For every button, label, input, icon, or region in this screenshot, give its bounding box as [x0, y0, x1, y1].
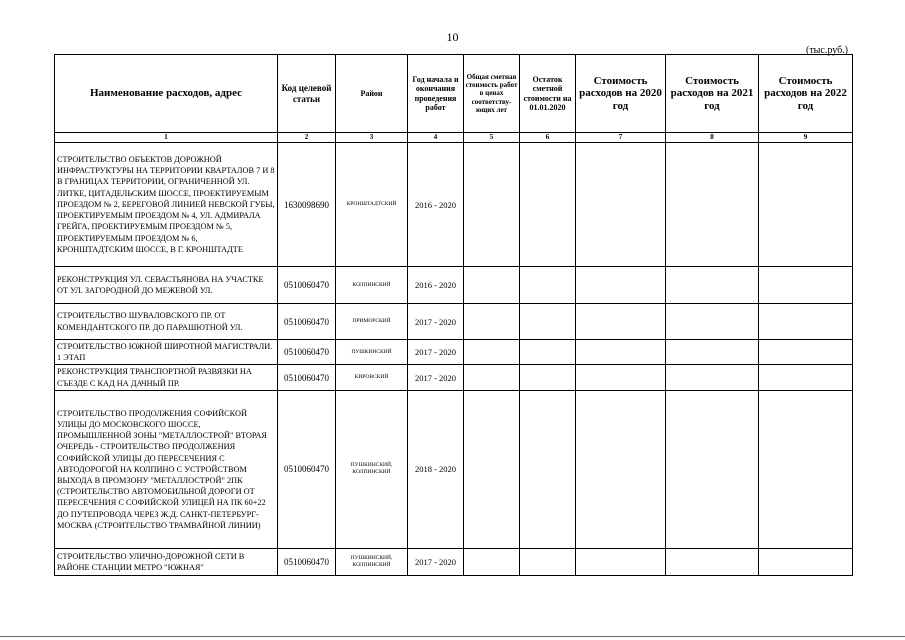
row-cost-2021 [666, 390, 759, 548]
row-code: 1630098690 [278, 143, 336, 267]
column-number: 8 [666, 133, 759, 143]
row-district: ПУШКИНСКИЙ, КОЛПИНСКИЙ [336, 548, 408, 575]
row-remaining-cost [520, 340, 576, 365]
row-district: ПРИМОРСКИЙ [336, 304, 408, 340]
row-cost-2021 [666, 267, 759, 304]
row-cost-2021 [666, 340, 759, 365]
row-district: ПУШКИНСКИЙ [336, 340, 408, 365]
row-district: КРОНШТАДТСКИЙ [336, 143, 408, 267]
row-name: СТРОИТЕЛЬСТВО ПРОДОЛЖЕНИЯ СОФИЙСКОЙ УЛИЦЫ ДО МОСКОВСКОГО ШОССЕ, ПРОМЫШЛЕННОЙ ЗОНЫ "МЕТАЛЛОСТРОЙ" ВТОРАЯ ОЧЕРЕДЬ - СТРОИТЕЛЬСТВО ПРОДОЛЖЕНИЯ СОФИЙСКОЙ УЛИЦЫ ДО ПЕРЕСЕЧЕНИЯ С АВТОДОРОГОЙ НА КОЛПИНО С УСТРОЙСТВОМ ВЫХОДА В ПРОМЗОНУ "МЕТАЛЛОСТРОЙ" 2ПК (СТРОИТЕЛЬСТВО АВТОМОБИЛЬНОЙ ДОРОГИ ОТ ПЕРЕСЕЧЕНИЯ С СОФИЙСКОЙ УЛИЦЕЙ НА ПК 60+22 ДО ПУТЕПРОВОДА ЧЕРЕЗ Ж.Д. САНКТ-ПЕТЕРБУРГ-МОСКВА (СТРОИТЕЛЬСТВО ТРАМВАЙНОЙ ЛИНИИ) [55, 390, 278, 548]
row-name: СТРОИТЕЛЬСТВО ЮЖНОЙ ШИРОТНОЙ МАГИСТРАЛИ. 1 ЭТАП [55, 340, 278, 365]
row-cost-2020 [576, 365, 666, 390]
header-total-cost: Общая сметная стоимость работ в ценах соответству-ющих лет [464, 55, 520, 133]
header-2021: Стоимость расходов на 2021 год [666, 55, 759, 133]
column-number: 5 [464, 133, 520, 143]
table-row [55, 548, 853, 575]
row-name: СТРОИТЕЛЬСТВО ШУВАЛОВСКОГО ПР. ОТ КОМЕНДАНТСКОГО ПР. ДО ПАРАШЮТНОЙ УЛ. [55, 304, 278, 340]
column-number-row [55, 133, 853, 143]
column-number: 7 [576, 133, 666, 143]
table-row [55, 340, 853, 365]
row-cost-2022 [759, 548, 853, 575]
row-name: РЕКОНСТРУКЦИЯ ТРАНСПОРТНОЙ РАЗВЯЗКИ НА СЪЕЗДЕ С КАД НА ДАЧНЫЙ ПР. [55, 365, 278, 390]
row-total-cost [464, 340, 520, 365]
row-remaining-cost [520, 390, 576, 548]
expenses-table [54, 54, 853, 576]
row-total-cost [464, 365, 520, 390]
row-cost-2020 [576, 390, 666, 548]
header-district: Район [336, 55, 408, 133]
row-years: 2016 - 2020 [408, 143, 464, 267]
row-remaining-cost [520, 548, 576, 575]
row-district: ПУШКИНСКИЙ, КОЛПИНСКИЙ [336, 390, 408, 548]
row-code: 0510060470 [278, 267, 336, 304]
row-code: 0510060470 [278, 548, 336, 575]
row-cost-2021 [666, 143, 759, 267]
table-row [55, 365, 853, 390]
header-years: Год начала и окончания проведения работ [408, 55, 464, 133]
table-row [55, 304, 853, 340]
header-2022: Стоимость расходов на 2022 год [759, 55, 853, 133]
unit-label: (тыс.руб.) [805, 45, 848, 56]
header-row [55, 55, 853, 133]
row-cost-2022 [759, 304, 853, 340]
column-number: 1 [55, 133, 278, 143]
row-total-cost [464, 143, 520, 267]
row-years: 2016 - 2020 [408, 267, 464, 304]
row-cost-2020 [576, 548, 666, 575]
row-remaining-cost [520, 143, 576, 267]
row-code: 0510060470 [278, 365, 336, 390]
row-code: 0510060470 [278, 340, 336, 365]
row-total-cost [464, 267, 520, 304]
row-total-cost [464, 390, 520, 548]
header-remaining-cost: Остаток сметной стоимости на 01.01.2020 [520, 55, 576, 133]
row-cost-2020 [576, 340, 666, 365]
row-code: 0510060470 [278, 390, 336, 548]
row-cost-2020 [576, 143, 666, 267]
column-number: 6 [520, 133, 576, 143]
row-remaining-cost [520, 267, 576, 304]
page-number: 10 [446, 30, 459, 44]
row-name: РЕКОНСТРУКЦИЯ УЛ. СЕВАСТЬЯНОВА НА УЧАСТКЕ ОТ УЛ. ЗАГОРОДНОЙ ДО МЕЖЕВОЙ УЛ. [55, 267, 278, 304]
column-number: 2 [278, 133, 336, 143]
row-years: 2017 - 2020 [408, 304, 464, 340]
row-cost-2021 [666, 365, 759, 390]
row-cost-2022 [759, 143, 853, 267]
header-2020: Стоимость расходов на 2020 год [576, 55, 666, 133]
row-years: 2017 - 2020 [408, 365, 464, 390]
row-cost-2021 [666, 548, 759, 575]
row-years: 2017 - 2020 [408, 340, 464, 365]
row-total-cost [464, 548, 520, 575]
column-number: 3 [336, 133, 408, 143]
row-cost-2021 [666, 304, 759, 340]
row-district: КИРОВСКИЙ [336, 365, 408, 390]
row-code: 0510060470 [278, 304, 336, 340]
table-row [55, 267, 853, 304]
row-years: 2018 - 2020 [408, 390, 464, 548]
row-cost-2022 [759, 267, 853, 304]
table-row [55, 390, 853, 548]
column-number: 9 [759, 133, 853, 143]
row-district: КОЛПИНСКИЙ [336, 267, 408, 304]
column-number: 4 [408, 133, 464, 143]
header-name: Наименование расходов, адрес [55, 55, 278, 133]
row-cost-2022 [759, 390, 853, 548]
row-name: СТРОИТЕЛЬСТВО УЛИЧНО-ДОРОЖНОЙ СЕТИ В РАЙОНЕ СТАНЦИИ МЕТРО "ЮЖНАЯ" [55, 548, 278, 575]
row-remaining-cost [520, 365, 576, 390]
row-total-cost [464, 304, 520, 340]
row-cost-2022 [759, 365, 853, 390]
row-cost-2020 [576, 304, 666, 340]
table-row [55, 143, 853, 267]
row-name: СТРОИТЕЛЬСТВО ОБЪЕКТОВ ДОРОЖНОЙ ИНФРАСТРУКТУРЫ НА ТЕРРИТОРИИ КВАРТАЛОВ 7 И 8 В ГРАНИЦАХ ТЕРРИТОРИИ, ОГРАНИЧЕННОЙ УЛ. ЛИТКЕ, ЦИТАДЕЛЬСКИМ ШОССЕ, ПРОЕКТИРУЕМЫМ ПРОЕЗДОМ № 2, БЕРЕГОВОЙ ЛИНИЕЙ НЕВСКОЙ ГУБЫ, ПРОЕКТИРУЕМЫМ ПРОЕЗДОМ № 4, УЛ. АДМИРАЛА ГРЕЙГА, ПРОЕКТИРУЕМЫМ ПРОЕЗДОМ № 5, ПРОЕКТИРУЕМЫМ ПРОЕЗДОМ № 6, КРОНШТАДТСКИМ ШОССЕ, В Г. КРОНШТАДТЕ [55, 143, 278, 267]
row-remaining-cost [520, 304, 576, 340]
scan-edge-line [0, 636, 905, 637]
row-years: 2017 - 2020 [408, 548, 464, 575]
row-cost-2020 [576, 267, 666, 304]
row-cost-2022 [759, 340, 853, 365]
header-code: Код целевой статьи [278, 55, 336, 133]
